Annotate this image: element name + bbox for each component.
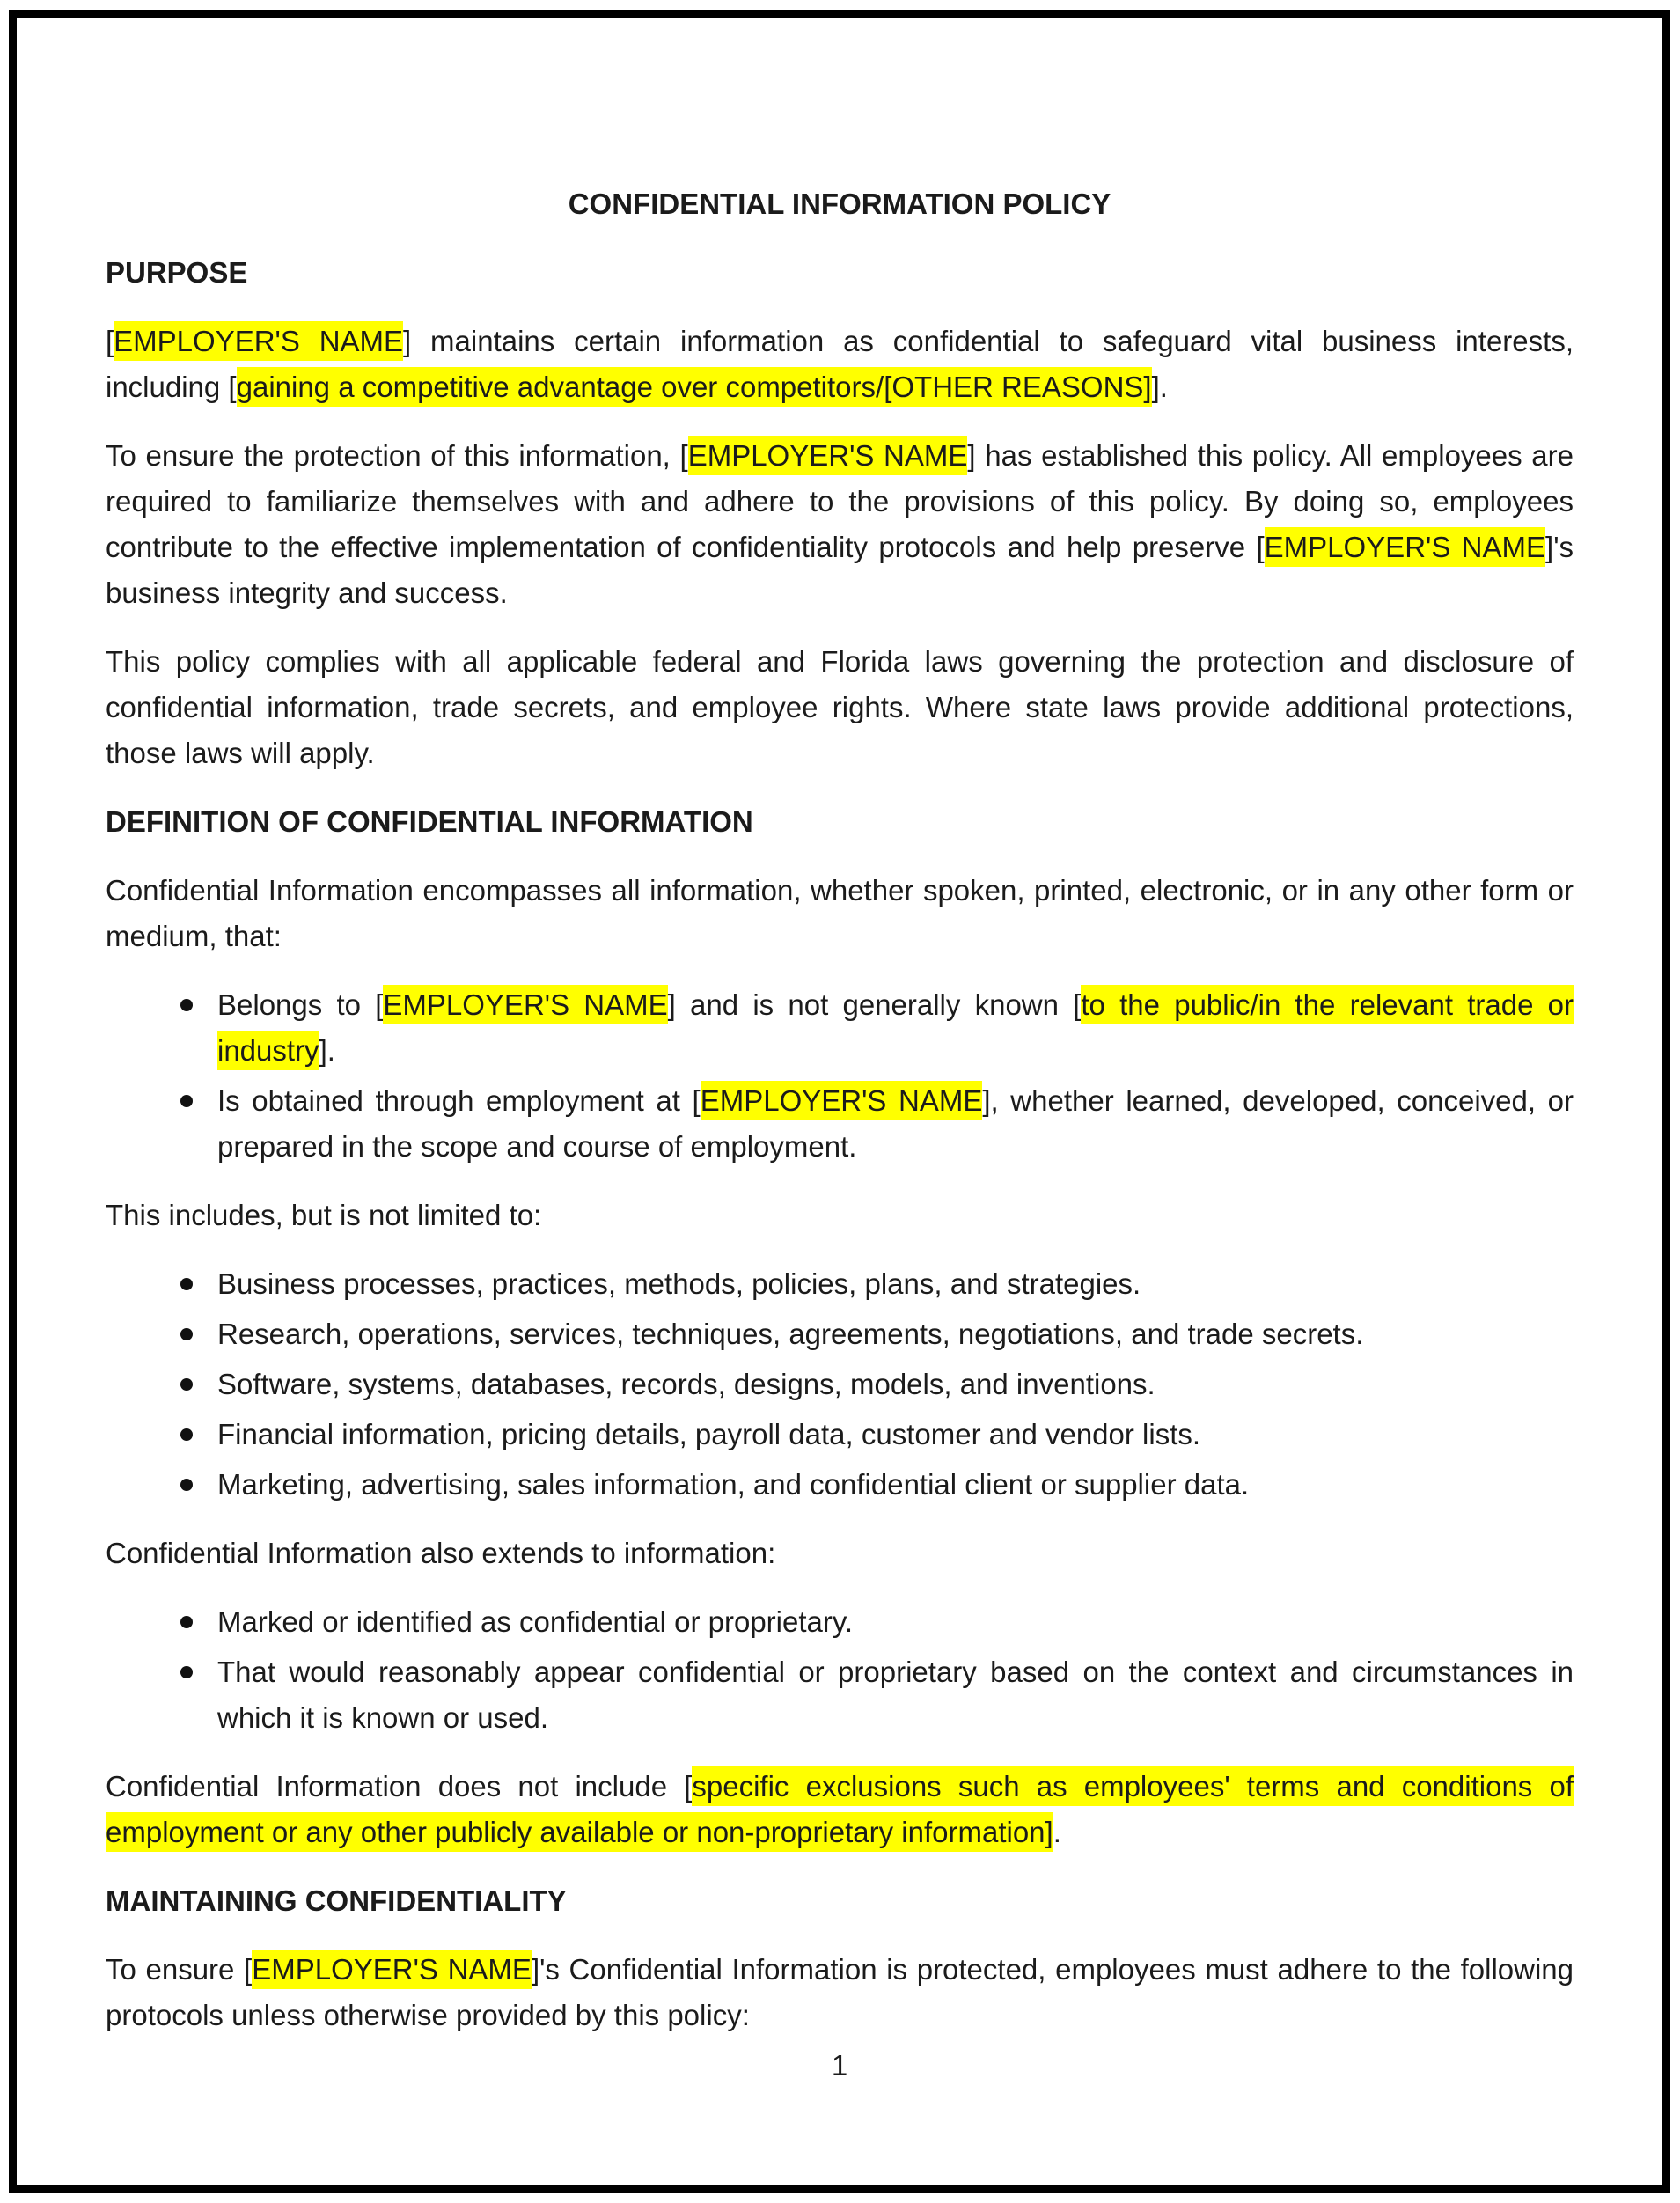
text-segment: ]'s business integrity and success. bbox=[106, 531, 1574, 609]
paragraph-purpose-1 bbox=[106, 319, 1574, 410]
text-segment: ]. bbox=[1151, 371, 1168, 403]
bullet-icon bbox=[180, 1666, 193, 1678]
text-segment: Belongs to [ bbox=[217, 988, 384, 1021]
text-segment: Is obtained through employment at [ bbox=[217, 1084, 701, 1117]
highlighted-placeholder: specific exclusions such as employees' terms and conditions of employment or any other publicly available or non-proprietary information] bbox=[106, 1766, 1574, 1852]
heading-definition: DEFINITION OF CONFIDENTIAL INFORMATION bbox=[106, 805, 753, 838]
paragraph-extends-intro: Confidential Information also extends to information: bbox=[106, 1537, 776, 1569]
highlighted-placeholder: EMPLOYER'S NAME bbox=[383, 985, 667, 1024]
list-item-text bbox=[217, 1081, 1574, 1163]
list-item-text: Marked or identified as confidential or proprietary. bbox=[217, 1605, 854, 1638]
list-item-text: Financial information, pricing details, payroll data, customer and vendor lists. bbox=[217, 1418, 1201, 1450]
text-segment: Confidential Information does not include [ bbox=[106, 1770, 693, 1803]
text-segment: ]. bbox=[319, 1034, 335, 1067]
paragraph-purpose-2 bbox=[106, 433, 1574, 616]
bullet-icon bbox=[180, 1328, 193, 1340]
list-item bbox=[106, 1412, 1574, 1458]
list-item bbox=[106, 1362, 1574, 1407]
list-item bbox=[106, 1078, 1574, 1170]
bullet-icon bbox=[180, 1095, 193, 1107]
text-segment: To ensure [ bbox=[106, 1953, 253, 1986]
list-item bbox=[106, 1462, 1574, 1508]
paragraph-definition-intro: Confidential Information encompasses all information, whether spoken, printed, electronic, or in any other form or medium, that: bbox=[106, 874, 1574, 952]
paragraph-includes-intro: This includes, but is not limited to: bbox=[106, 1199, 542, 1231]
list-item bbox=[106, 1599, 1574, 1645]
list-item bbox=[106, 1261, 1574, 1307]
page-number: 1 bbox=[831, 2049, 848, 2082]
highlighted-placeholder: EMPLOYER'S NAME bbox=[114, 321, 403, 361]
paragraph-exclusion bbox=[106, 1764, 1574, 1855]
document-title: CONFIDENTIAL INFORMATION POLICY bbox=[568, 187, 1111, 220]
bullet-list-definition bbox=[106, 982, 1574, 1170]
document-content bbox=[17, 18, 1662, 2061]
bullet-icon bbox=[180, 1616, 193, 1628]
highlighted-placeholder: EMPLOYER'S NAME bbox=[252, 1950, 532, 1989]
list-item-text bbox=[217, 985, 1574, 1070]
bullet-list-includes bbox=[106, 1261, 1574, 1508]
highlighted-placeholder: gaining a competitive advantage over competitors/[OTHER REASONS] bbox=[237, 367, 1152, 407]
list-item-text: That would reasonably appear confidential or proprietary based on the context and circumstances in which it is known or used. bbox=[217, 1656, 1574, 1734]
bullet-icon bbox=[180, 999, 193, 1011]
paragraph-maintaining-intro bbox=[106, 1947, 1574, 2038]
text-segment: ]'s Confidential Information is protected, employees must adhere to the following protocols unless otherwise provided by this policy: bbox=[106, 1953, 1574, 2031]
text-segment: ] has established this policy. All employees are required to familiarize themselves with and adhere to the provisions of this policy. By doing so, employees contribute to the effective implementation of confidentiality protocols and help preserve [ bbox=[106, 439, 1574, 563]
list-item-text: Research, operations, services, techniques, agreements, negotiations, and trade secrets. bbox=[217, 1318, 1364, 1350]
paragraph-purpose-3: This policy complies with all applicable federal and Florida laws governing the protection and disclosure of confidential information, trade secrets, and employee rights. Where state laws provide additional protections, those laws will apply. bbox=[106, 645, 1574, 769]
list-item bbox=[106, 1649, 1574, 1741]
bullet-icon bbox=[180, 1479, 193, 1491]
text-segment: ] and is not generally known [ bbox=[667, 988, 1082, 1021]
bullet-icon bbox=[180, 1378, 193, 1391]
bullet-list-extends bbox=[106, 1599, 1574, 1741]
highlighted-placeholder: EMPLOYER'S NAME bbox=[1265, 527, 1545, 567]
bullet-icon bbox=[180, 1278, 193, 1290]
list-item bbox=[106, 1311, 1574, 1357]
text-segment: To ensure the protection of this information, [ bbox=[106, 439, 688, 472]
list-item-text: Software, systems, databases, records, designs, models, and inventions. bbox=[217, 1368, 1155, 1400]
text-segment: ] maintains certain information as confidential to safeguard vital business interests, including [ bbox=[106, 325, 1574, 403]
highlighted-placeholder: EMPLOYER'S NAME bbox=[688, 436, 968, 475]
highlighted-placeholder: to the public/in the relevant trade or industry bbox=[217, 985, 1574, 1070]
heading-purpose: PURPOSE bbox=[106, 256, 248, 289]
bullet-icon bbox=[180, 1428, 193, 1441]
page-border bbox=[9, 10, 1670, 2193]
list-item bbox=[106, 982, 1574, 1074]
heading-maintaining: MAINTAINING CONFIDENTIALITY bbox=[106, 1884, 567, 1917]
text-segment: . bbox=[1053, 1816, 1061, 1848]
text-segment: [ bbox=[106, 325, 114, 357]
highlighted-placeholder: EMPLOYER'S NAME bbox=[701, 1081, 983, 1120]
text-segment: ], whether learned, developed, conceived, or prepared in the scope and course of employment. bbox=[217, 1084, 1574, 1163]
list-item-text: Business processes, practices, methods, policies, plans, and strategies. bbox=[217, 1267, 1141, 1300]
list-item-text: Marketing, advertising, sales information, and confidential client or supplier data. bbox=[217, 1468, 1250, 1501]
